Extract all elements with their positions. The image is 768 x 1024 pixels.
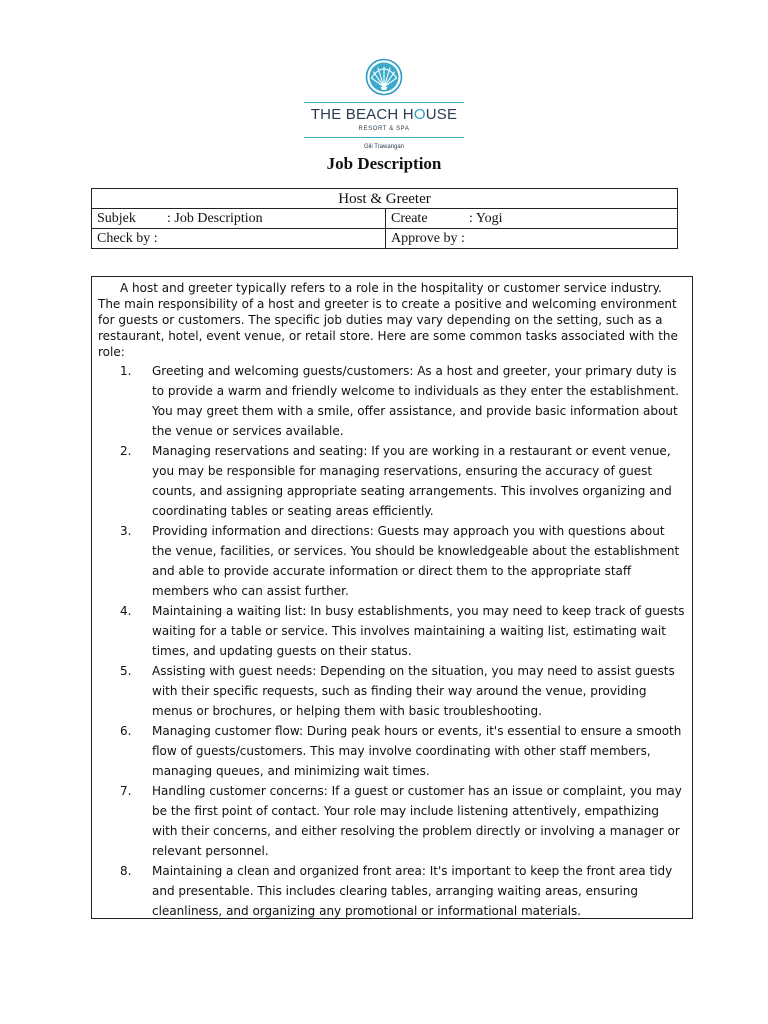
list-item [98, 861, 686, 921]
check-by-cell: Check by : [92, 229, 386, 249]
list-number: 5. [120, 664, 132, 678]
task-list [98, 361, 686, 921]
list-text: Handling customer concerns: If a guest or customer has an issue or complaint, you may be the first point of contact. Your role may include listening attentively, empathizing with their concerns, and either resolving the problem directly or involving a manager or relevant personnel. [152, 784, 682, 858]
list-text: Providing information and directions: Guests may approach you with questions about the venue, facilities, or services. You should be knowledgeable about the establishment and able to provide accurate information or direct them to the appropriate staff members who can assist further. [152, 524, 680, 598]
list-number: 2. [120, 444, 132, 458]
list-item [98, 721, 686, 781]
list-text: Greeting and welcoming guests/customers: As a host and greeter, your primary duty is to provide a warm and friendly welcome to individuals as they enter the establishment. You may greet them with a smile, offer assistance, and provide basic information about the venue or services available. [152, 364, 679, 438]
list-number: 7. [120, 784, 132, 798]
list-number: 6. [120, 724, 132, 738]
list-item [98, 361, 686, 441]
list-item [98, 781, 686, 861]
list-text: Assisting with guest needs: Depending on the situation, you may need to assist guests with their specific requests, such as finding their way around the venue, providing menus or brochures, or helping them with basic troubleshooting. [152, 664, 675, 718]
create-value: : Yogi [469, 210, 503, 226]
job-description-body [91, 276, 693, 919]
brand-top-rule [304, 102, 464, 103]
list-number: 8. [120, 864, 132, 878]
list-number: 1. [120, 364, 132, 378]
resort-logo [300, 58, 468, 151]
list-item [98, 661, 686, 721]
intro-paragraph: A host and greeter typically refers to a role in the hospitality or customer service industry. The main responsibility of a host and greeter is to create a positive and welcoming environment for guests or customers. The specific job duties may vary depending on the setting, such as a restaurant, hotel, event venue, or retail store. Here are some common tasks associated with the role: [98, 281, 678, 359]
brand-name: THE BEACH HOUSE [310, 106, 458, 123]
brand-subtitle: RESORT & SPA [358, 126, 410, 132]
list-number: 3. [120, 524, 132, 538]
list-text: Managing reservations and seating: If you are working in a restaurant or event venue, you may be responsible for managing reservations, ensuring the accuracy of guest counts, and assigning appropriate seating arrangements. This involves organizing and coordinating tables or seating areas efficiently. [152, 444, 672, 518]
position-title: Host & Greeter [92, 189, 678, 209]
create-cell [386, 209, 678, 229]
list-text: Maintaining a waiting list: In busy establishments, you may need to keep track of guests waiting for a table or service. This involves maintaining a waiting list, estimating wait times, and updating guests on their status. [152, 604, 685, 658]
brand-bottom-rule [304, 137, 464, 138]
list-text: Maintaining a clean and organized front area: It's important to keep the front area tidy and presentable. This includes clearing tables, arranging waiting areas, ensuring cleanliness, and organizing any promotional or informational materials. [152, 864, 673, 918]
create-label: Create [391, 210, 428, 226]
seashell-logo-icon [365, 58, 403, 96]
list-item [98, 441, 686, 521]
subject-cell [92, 209, 386, 229]
list-text: Managing customer flow: During peak hours or events, it's essential to ensure a smooth flow of guests/customers. This may involve coordinating with other staff members, managing queues, and minimizing wait times. [152, 724, 682, 778]
page-title: Job Description [326, 154, 442, 173]
document-meta-table [91, 188, 678, 249]
list-item [98, 521, 686, 601]
subject-label: Subjek [97, 210, 136, 226]
brand-location: Gili Trawangan [363, 144, 405, 150]
list-item [98, 601, 686, 661]
subject-value: : Job Description [167, 210, 263, 226]
list-number: 4. [120, 604, 132, 618]
approve-by-cell: Approve by : [386, 229, 678, 249]
